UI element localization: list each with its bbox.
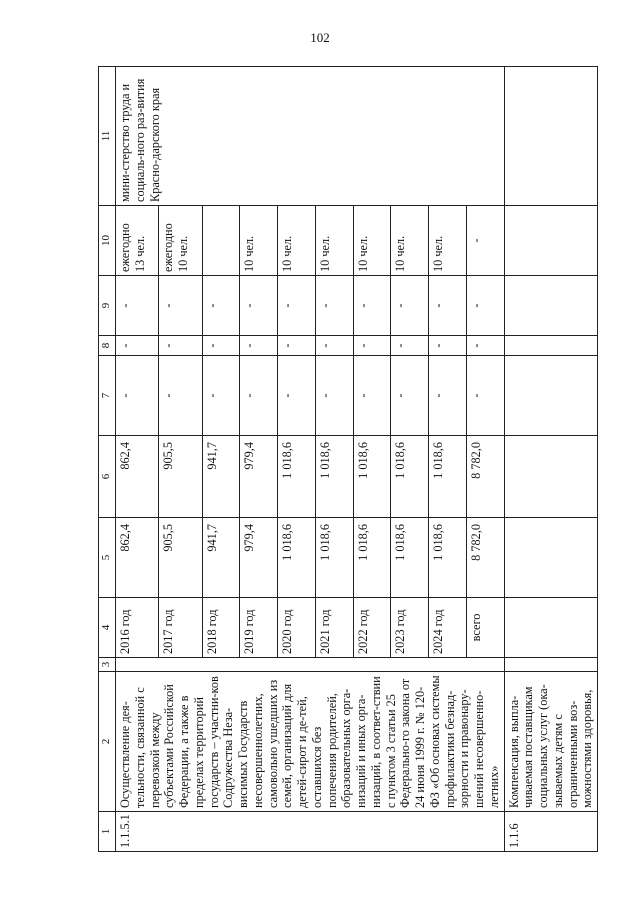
result-cell: - — [466, 206, 504, 276]
extra-cell: - — [315, 276, 353, 336]
federal-cell: - — [428, 356, 466, 436]
executor-cell: мини-стерство труда и социаль-ного раз-вития Красно-дарского края — [116, 67, 505, 206]
empty-cell — [504, 658, 598, 672]
year-cell: всего — [466, 598, 504, 658]
empty-cell — [504, 276, 598, 336]
result-cell: 10 чел. — [353, 206, 391, 276]
empty-cell — [504, 518, 598, 598]
federal-cell: - — [202, 356, 240, 436]
header-row — [99, 67, 116, 852]
extra-cell: - — [116, 276, 159, 336]
federal-cell: - — [159, 356, 202, 436]
local-cell: - — [278, 336, 316, 356]
extra-cell: - — [353, 276, 391, 336]
local-cell: - — [159, 336, 202, 356]
empty-cell — [116, 658, 505, 672]
result-cell: 10 чел. — [428, 206, 466, 276]
local-cell: - — [391, 336, 429, 356]
extra-cell: - — [202, 276, 240, 336]
empty-cell — [504, 436, 598, 518]
year-cell: 2016 год — [116, 598, 159, 658]
col-header-8: 8 — [99, 336, 116, 356]
empty-cell — [504, 206, 598, 276]
budget-cell: 941,7 — [202, 436, 240, 518]
total-cell: 862,4 — [116, 518, 159, 598]
extra-cell: - — [159, 276, 202, 336]
budget-cell: 1 018,6 — [315, 436, 353, 518]
budget-cell: 1 018,6 — [428, 436, 466, 518]
total-cell: 1 018,6 — [353, 518, 391, 598]
total-cell: 941,7 — [202, 518, 240, 598]
col-header-2: 2 — [99, 672, 116, 812]
local-cell: - — [202, 336, 240, 356]
year-cell: 2023 год — [391, 598, 429, 658]
federal-cell: - — [278, 356, 316, 436]
empty-cell — [504, 67, 598, 206]
total-cell: 905,5 — [159, 518, 202, 598]
budget-cell: 862,4 — [116, 436, 159, 518]
extra-cell: - — [428, 276, 466, 336]
total-cell: 1 018,6 — [278, 518, 316, 598]
local-cell: - — [466, 336, 504, 356]
local-cell: - — [240, 336, 278, 356]
local-cell: - — [116, 336, 159, 356]
extra-cell: - — [278, 276, 316, 336]
budget-cell: 905,5 — [159, 436, 202, 518]
budget-cell: 979,4 — [240, 436, 278, 518]
local-cell: - — [428, 336, 466, 356]
col-header-9: 9 — [99, 276, 116, 336]
year-cell: 2018 год — [202, 598, 240, 658]
budget-cell: 8 782,0 — [466, 436, 504, 518]
empty-cell — [504, 356, 598, 436]
extra-cell: - — [466, 276, 504, 336]
budget-cell: 1 018,6 — [353, 436, 391, 518]
activity-number: 1.1.5.1 — [116, 812, 505, 852]
budget-cell: 1 018,6 — [278, 436, 316, 518]
col-header-3: 3 — [99, 658, 116, 672]
year-cell: 2019 год — [240, 598, 278, 658]
result-cell: 10 чел. — [278, 206, 316, 276]
rotated-table-container — [98, 67, 603, 852]
extra-cell: - — [240, 276, 278, 336]
federal-cell: - — [353, 356, 391, 436]
local-cell: - — [315, 336, 353, 356]
col-header-11: 11 — [99, 67, 116, 206]
total-cell: 8 782,0 — [466, 518, 504, 598]
page-number: 102 — [310, 30, 330, 45]
federal-cell: - — [240, 356, 278, 436]
federal-cell: - — [391, 356, 429, 436]
year-cell: 2017 год — [159, 598, 202, 658]
year-cell: 2022 год — [353, 598, 391, 658]
col-header-6: 6 — [99, 436, 116, 518]
col-header-5: 5 — [99, 518, 116, 598]
result-cell — [202, 206, 240, 276]
extra-cell: - — [391, 276, 429, 336]
result-cell: ежегодно 13 чел. — [116, 206, 159, 276]
total-cell: 1 018,6 — [315, 518, 353, 598]
federal-cell: - — [116, 356, 159, 436]
local-cell: - — [353, 336, 391, 356]
result-cell: 10 чел. — [240, 206, 278, 276]
col-header-4: 4 — [99, 598, 116, 658]
activity-description: Осуществление дея-тельности, связанной с перевозкой между субъектами Российской Федерации, а также в пределах территорий государств – участни-ков Содружества Неза-висимых Государств несовершеннолетних, самовольно ушедших из семей, организаций для детей-сирот и де-тей, оставшихся без попечения родителей, образовательных орга-низаций и иных орга-низаций, в соответ-ствии с пунктом 3 статьи 25 Федерально-го закона от 24 июня 1999 г. № 120-ФЗ «Об основах системы профилактики безнад-зорности и правонару-шений несовершенно-летних» — [116, 672, 505, 812]
empty-cell — [504, 336, 598, 356]
table-row — [116, 67, 159, 852]
result-cell: 10 чел. — [315, 206, 353, 276]
federal-cell: - — [315, 356, 353, 436]
col-header-7: 7 — [99, 356, 116, 436]
year-cell: 2024 год — [428, 598, 466, 658]
col-header-1: 1 — [99, 812, 116, 852]
activity-number: 1.1.6 — [504, 812, 598, 852]
program-activities-table — [98, 66, 598, 852]
federal-cell: - — [466, 356, 504, 436]
total-cell: 1 018,6 — [428, 518, 466, 598]
activity-description: Компенсация, выпла-чиваемая поставщикам социальных услуг (ока-зываемых детям с ограниченными воз-можностями здоровья, — [504, 672, 598, 812]
result-cell: ежегодно 10 чел. — [159, 206, 202, 276]
year-cell: 2021 год — [315, 598, 353, 658]
table-row — [504, 67, 598, 852]
budget-cell: 1 018,6 — [391, 436, 429, 518]
col-header-10: 10 — [99, 206, 116, 276]
total-cell: 979,4 — [240, 518, 278, 598]
empty-cell — [504, 598, 598, 658]
result-cell: 10 чел. — [391, 206, 429, 276]
year-cell: 2020 год — [278, 598, 316, 658]
total-cell: 1 018,6 — [391, 518, 429, 598]
